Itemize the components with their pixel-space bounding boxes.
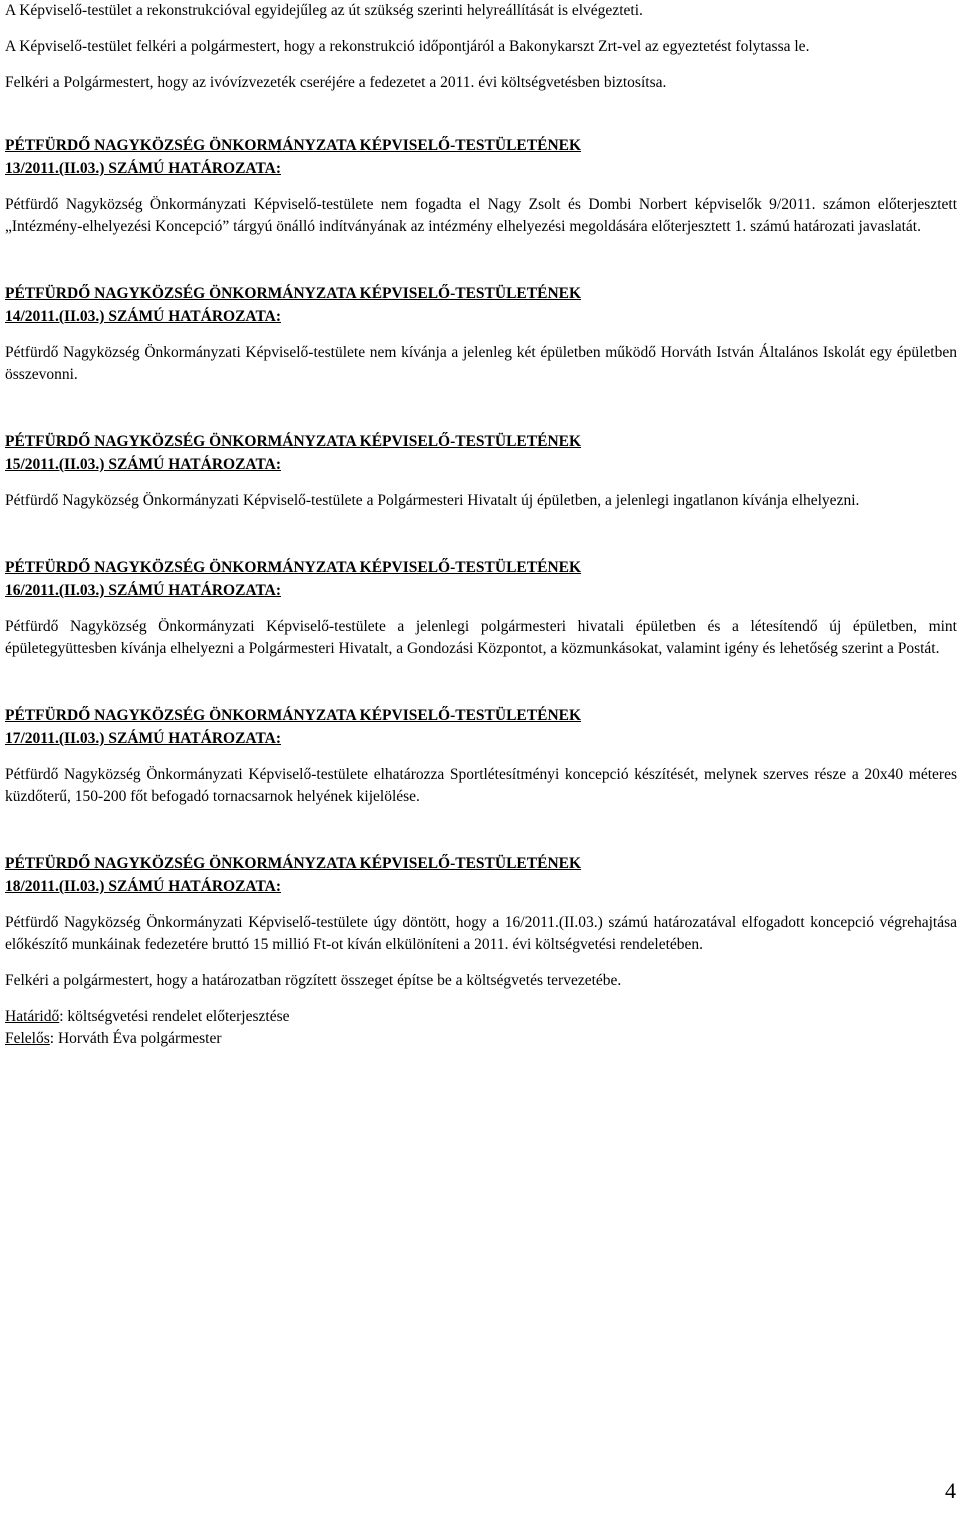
document-page bbox=[5, 0, 957, 1050]
resolution-13 bbox=[5, 134, 957, 238]
resolution-text: Pétfürdő Nagyközség Önkormányzati Képviselő-testülete nem fogadta el Nagy Zsolt és Dombi Norbert képviselők 9/2011. számon előterjesztett „Intézmény-elhelyezési Koncepció” tárgyú önálló indítványának az intézmény elhelyezési megoldására előterjesztett 1. számú határozati javaslatát. bbox=[5, 196, 957, 235]
heading-number: 18/2011.(II.03.) SZÁMÚ HATÁROZATA: bbox=[5, 878, 281, 895]
resolution-text: Pétfürdő Nagyközség Önkormányzati Képviselő-testülete a jelenlegi polgármesteri hivatali épületben és a létesítendő új épületben, mint épületegyüttesben kívánja elhelyezni a Polgármesteri Hivatalt, a Gondozási Központot, a közmunkásokat, valamint igény és lehetőség szerint a Postát. bbox=[5, 618, 957, 657]
resolution-14 bbox=[5, 282, 957, 386]
heading-authority: PÉTFÜRDŐ NAGYKÖZSÉG ÖNKORMÁNYZATA KÉPVISELŐ-TESTÜLETÉNEK bbox=[5, 707, 582, 724]
resolution-18 bbox=[5, 852, 957, 1050]
intro-paragraph: Felkéri a Polgármestert, hogy az ivóvízvezeték cseréjére a fedezetet a 2011. évi költségvetésben biztosítsa. bbox=[5, 74, 667, 91]
intro-text bbox=[5, 0, 957, 94]
resolution-16 bbox=[5, 556, 957, 660]
deadline-value: : költségvetési rendelet előterjesztése bbox=[59, 1008, 290, 1025]
resolution-heading bbox=[5, 430, 957, 476]
heading-authority: PÉTFÜRDŐ NAGYKÖZSÉG ÖNKORMÁNYZATA KÉPVISELŐ-TESTÜLETÉNEK bbox=[5, 285, 582, 302]
resolution-heading bbox=[5, 282, 957, 328]
intro-paragraph: A Képviselő-testület a rekonstrukcióval egyidejűleg az út szükség szerinti helyreállítását is elvégezteti. bbox=[5, 2, 643, 19]
intro-paragraph: A Képviselő-testület felkéri a polgármestert, hogy a rekonstrukció időpontjáról a Bakonykarszt Zrt-vel az egyeztetést folytassa le. bbox=[5, 38, 810, 55]
heading-number: 14/2011.(II.03.) SZÁMÚ HATÁROZATA: bbox=[5, 308, 281, 325]
deadline-label: Határidő bbox=[5, 1008, 60, 1025]
resolution-15 bbox=[5, 430, 957, 512]
deadline-line bbox=[5, 1006, 957, 1028]
responsible-line bbox=[5, 1028, 957, 1050]
resolution-text: Pétfürdő Nagyközség Önkormányzati Képviselő-testülete úgy döntött, hogy a 16/2011.(II.03.) számú határozatával elfogadott koncepció végrehajtása előkészítő munkáinak fedezetére bruttó 15 millió Ft-ot kíván elkülöníteni a 2011. évi költségvetési rendeletében. bbox=[5, 914, 957, 953]
heading-number: 16/2011.(II.03.) SZÁMÚ HATÁROZATA: bbox=[5, 582, 281, 599]
heading-number: 17/2011.(II.03.) SZÁMÚ HATÁROZATA: bbox=[5, 730, 281, 747]
resolution-meta bbox=[5, 1006, 957, 1050]
responsible-value: : Horváth Éva polgármester bbox=[49, 1030, 222, 1047]
resolution-17 bbox=[5, 704, 957, 808]
resolution-text: Felkéri a polgármestert, hogy a határozatban rögzített összeget építse be a költségvetés tervezetébe. bbox=[5, 972, 622, 989]
resolution-heading bbox=[5, 704, 957, 750]
responsible-label: Felelős bbox=[5, 1030, 50, 1047]
resolution-text: Pétfürdő Nagyközség Önkormányzati Képviselő-testülete elhatározza Sportlétesítményi koncepció készítését, melynek szerves része a 20x40 méteres küzdőterű, 150-200 főt befogadó tornacsarnok helyének kijelölése. bbox=[5, 766, 957, 805]
heading-authority: PÉTFÜRDŐ NAGYKÖZSÉG ÖNKORMÁNYZATA KÉPVISELŐ-TESTÜLETÉNEK bbox=[5, 855, 582, 872]
heading-number: 13/2011.(II.03.) SZÁMÚ HATÁROZATA: bbox=[5, 160, 281, 177]
resolution-text: Pétfürdő Nagyközség Önkormányzati Képviselő-testülete nem kívánja a jelenleg két épületben működő Horváth István Általános Iskolát egy épületben összevonni. bbox=[5, 344, 957, 383]
heading-number: 15/2011.(II.03.) SZÁMÚ HATÁROZATA: bbox=[5, 456, 281, 473]
resolution-heading bbox=[5, 134, 957, 180]
resolution-heading bbox=[5, 556, 957, 602]
resolution-text: Pétfürdő Nagyközség Önkormányzati Képviselő-testülete a Polgármesteri Hivatalt új épületben, a jelenlegi ingatlanon kívánja elhelyezni. bbox=[5, 492, 860, 509]
page-number: 4 bbox=[945, 1478, 956, 1503]
heading-authority: PÉTFÜRDŐ NAGYKÖZSÉG ÖNKORMÁNYZATA KÉPVISELŐ-TESTÜLETÉNEK bbox=[5, 559, 582, 576]
resolution-heading bbox=[5, 852, 957, 898]
heading-authority: PÉTFÜRDŐ NAGYKÖZSÉG ÖNKORMÁNYZATA KÉPVISELŐ-TESTÜLETÉNEK bbox=[5, 433, 582, 450]
heading-authority: PÉTFÜRDŐ NAGYKÖZSÉG ÖNKORMÁNYZATA KÉPVISELŐ-TESTÜLETÉNEK bbox=[5, 137, 582, 154]
